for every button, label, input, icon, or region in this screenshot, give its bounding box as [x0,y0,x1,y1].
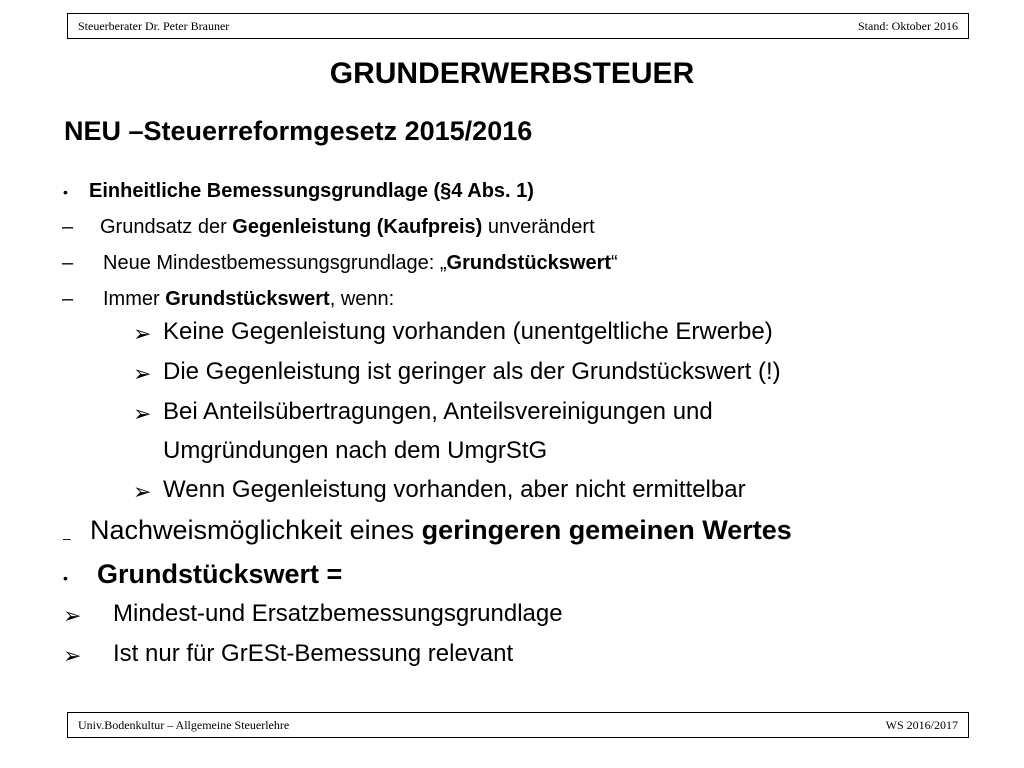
sub-item-nicht-ermittelbar: Wenn Gegenleistung vorhanden, aber nicht ermittelbar [163,476,746,503]
dash-marker: – [62,252,74,274]
sub-item-keine-gegenleistung: Keine Gegenleistung vorhanden (unentgeltliche Erwerbe) [163,318,773,345]
footer-course: Univ.Bodenkultur – Allgemeine Steuerlehre [78,717,290,732]
line-text-bold: geringeren gemeinen Wertes [421,515,792,545]
arrow-marker: ➢ [133,479,152,504]
slide-subtitle: NEU –Steuerreformgesetz 2015/2016 [64,116,533,146]
header-author: Steuerberater Dr. Peter Brauner [78,18,230,33]
line-text: “ [611,252,618,274]
line-text: Nachweismöglichkeit eines [90,515,422,545]
line-text: Neue Mindestbemessungsgrundlage: „ [103,252,447,274]
arrow-marker: ➢ [133,401,152,426]
slide-title: GRUNDERWERBSTEUER [329,57,695,90]
line-text: , wenn: [329,288,395,310]
arrow-marker: ➢ [63,643,82,668]
bullet-marker: • [63,184,68,200]
header-date: Stand: Oktober 2016 [858,18,958,33]
footer-bar [67,712,969,738]
sub-item-anteils: Bei Anteilsübertragungen, Anteilsvereinigungen und [163,398,713,425]
line-text: Grundsatz der [100,216,233,238]
line-text: (§4 Abs. 1) [427,180,534,202]
line-mindest-ersatz: Mindest-und Ersatzbemessungsgrundlage [113,600,563,627]
sub-item-geringer: Die Gegenleistung ist geringer als der Grundstückswert (!) [163,358,781,385]
header-bar [67,13,969,39]
line-nachweis [90,515,792,546]
line-grest-relevant: Ist nur für GrESt-Bemessung relevant [113,640,514,667]
line-text: Immer [103,288,166,310]
sub-item-anteils-cont: Umgründungen nach dem UmgrStG [163,437,548,464]
dash-marker: – [62,216,74,238]
line-grundstueckswert: Grundstückswert = [97,559,343,589]
footer-semester: WS 2016/2017 [885,717,958,732]
line-gegenleistung [100,216,595,239]
line-immer [103,288,394,311]
bullet-marker: • [63,570,68,586]
line-mindestbemessung [103,252,618,275]
line-text-bold: Einheitliche Bemessungsgrundlage [89,180,428,202]
arrow-marker: ➢ [133,361,152,386]
line-text: unverändert [482,216,595,238]
arrow-marker: ➢ [133,321,152,346]
line-text-bold: Grundstückswert [165,288,330,310]
dash-marker: – [62,288,74,310]
dash-marker: – [63,530,71,546]
line-text-bold: Gegenleistung (Kaufpreis) [232,216,483,238]
line-bemessungsgrundlage [89,180,534,203]
arrow-marker: ➢ [63,603,82,628]
line-text-bold: Grundstückswert [446,252,612,274]
